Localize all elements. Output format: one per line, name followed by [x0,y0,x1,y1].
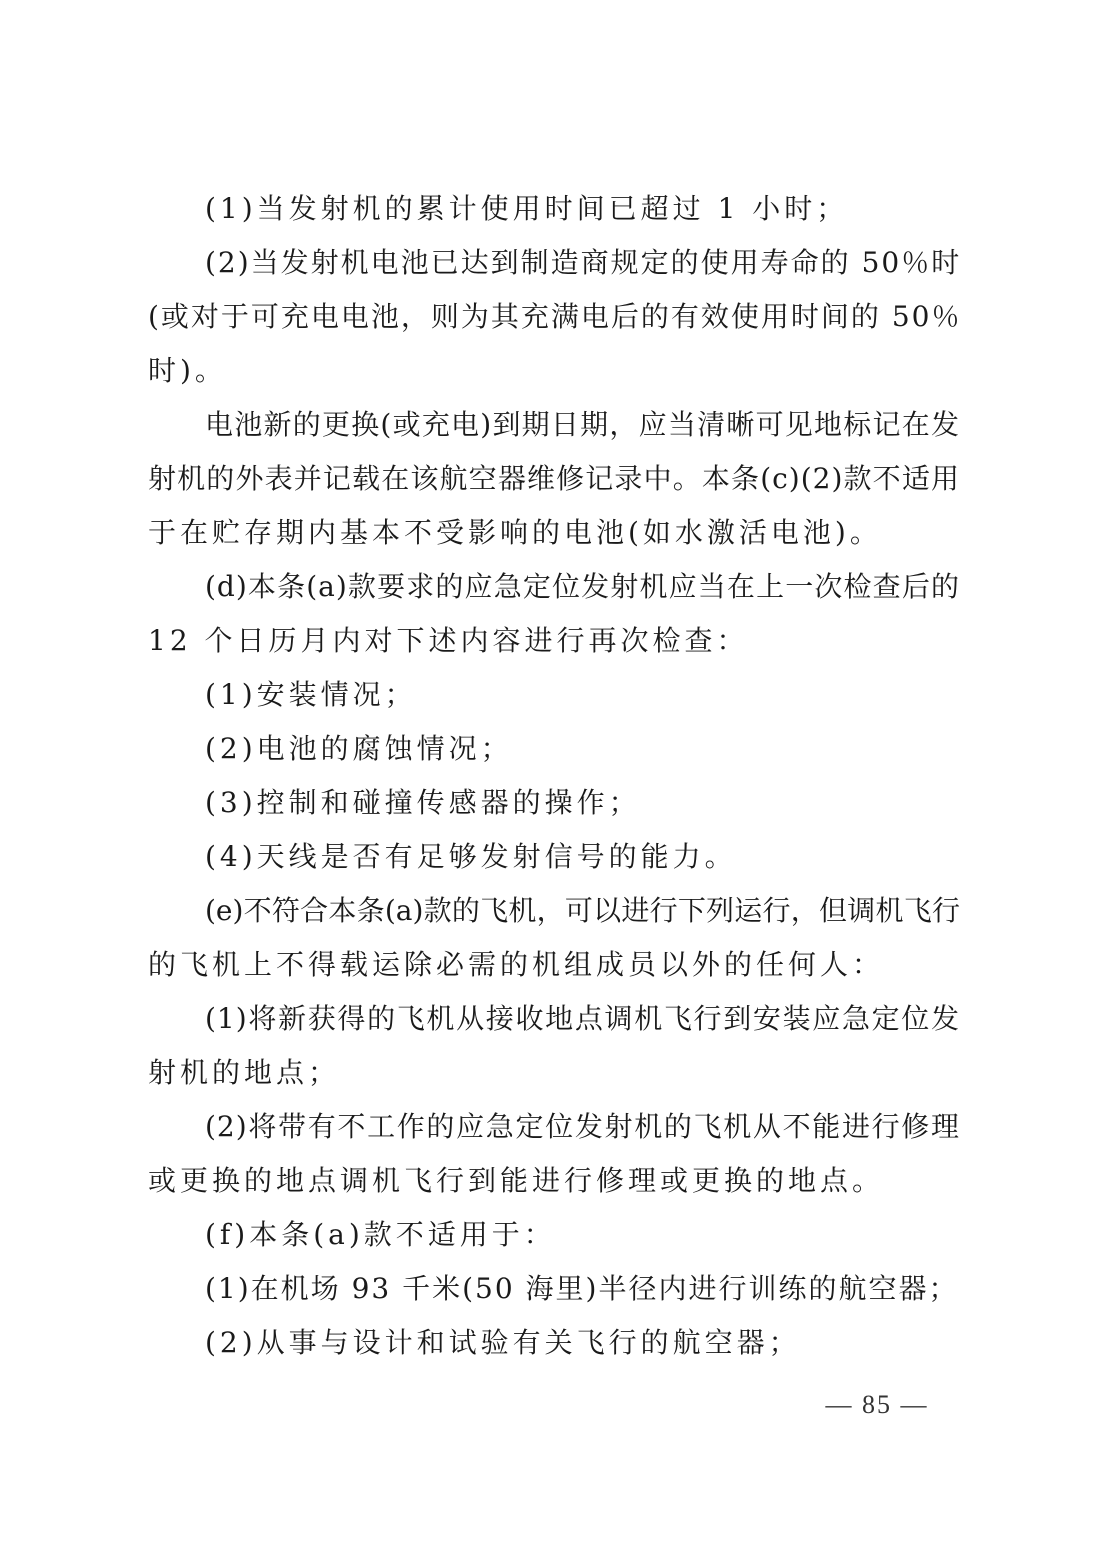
text-line: 12 个日历月内对下述内容进行再次检查： [148,624,749,657]
text-line: (1)在机场 93 千米(50 海里)半径内进行训练的航空器； [205,1272,959,1305]
page-number: — 85 — [825,1390,929,1419]
text-line: 射机的地点； [148,1056,341,1089]
text-line: 电池新的更换(或充电)到期日期，应当清晰可见地标记在发 [205,408,960,441]
text-line: 射机的外表并记载在该航空器维修记录中。本条(c)(2)款不适用 [148,462,960,495]
text-line: 于在贮存期内基本不受影响的电池(如水激活电池)。 [148,516,882,549]
text-line: (e)不符合本条(a)款的飞机，可以进行下列运行，但调机飞行 [205,894,960,927]
text-line: (2)将带有不工作的应急定位发射机的飞机从不能进行修理 [205,1110,960,1143]
text-line: (d)本条(a)款要求的应急定位发射机应当在上一次检查后的 [205,570,960,603]
text-line: (1)当发射机的累计使用时间已超过 1 小时； [205,192,849,225]
text-line: (或对于可充电电池，则为其充满电后的有效使用时间的 50％ [148,300,962,333]
text-line: (2)当发射机电池已达到制造商规定的使用寿命的 50％时 [205,246,962,279]
text-line: (1)将新获得的飞机从接收地点调机飞行到安装应急定位发 [205,1002,960,1035]
text-line: (f)本条(a)款不适用于： [205,1218,556,1251]
text-line: (1)安装情况； [205,678,417,711]
text-line: 时)。 [148,354,227,387]
text-line: (3)控制和碰撞传感器的操作； [205,786,641,819]
text-line: 的飞机上不得载运除必需的机组成员以外的任何人： [148,948,885,981]
text-line: (2)电池的腐蚀情况； [205,732,513,765]
text-line: 或更换的地点调机飞行到能进行修理或更换的地点。 [148,1164,885,1197]
text-line: (4)天线是否有足够发射信号的能力。 [205,840,737,873]
text-line: (2)从事与设计和试验有关飞行的航空器； [205,1326,801,1359]
